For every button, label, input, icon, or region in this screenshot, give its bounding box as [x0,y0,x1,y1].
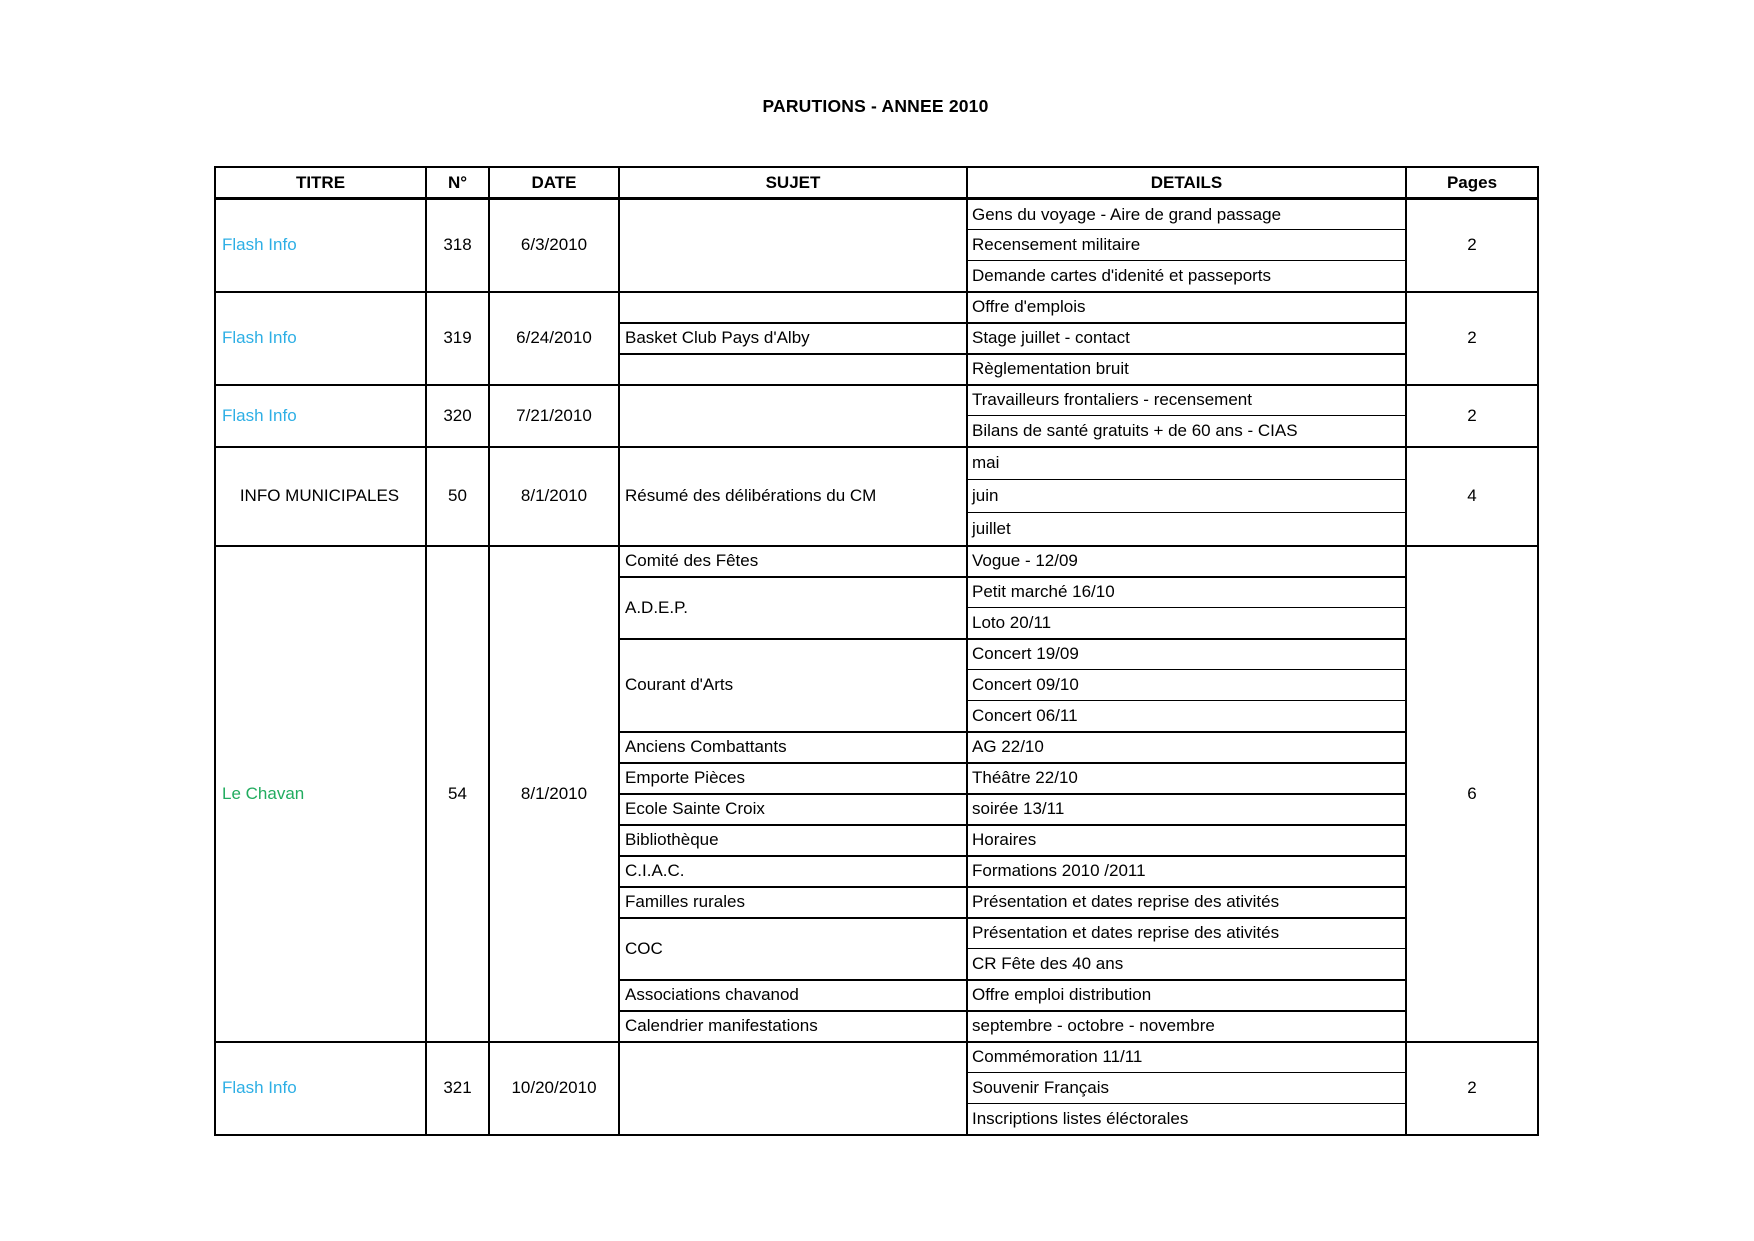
date-cell: 8/1/2010 [489,447,619,546]
sujet-cell: A.D.E.P. [619,577,967,639]
detail-cell: Recensement militaire [967,230,1406,261]
numero-cell: 319 [426,292,489,385]
detail-cell: Travailleurs frontaliers - recensement [967,385,1406,416]
detail-cell: mai [967,447,1406,480]
sujet-cell: Courant d'Arts [619,639,967,732]
detail-cell: Concert 19/09 [967,639,1406,670]
detail-cell: juillet [967,513,1406,546]
header-numero: N° [426,167,489,199]
sujet-cell [619,354,967,385]
detail-cell: Inscriptions listes éléctorales [967,1104,1406,1135]
pages-cell: 4 [1406,447,1538,546]
detail-cell: juin [967,480,1406,513]
titre-cell: Flash Info [215,385,426,447]
numero-cell: 50 [426,447,489,546]
detail-cell: Concert 06/11 [967,701,1406,732]
date-cell: 10/20/2010 [489,1042,619,1135]
detail-cell: Règlementation bruit [967,354,1406,385]
table-row [215,546,1538,577]
table-row [215,292,1538,323]
detail-cell: septembre - octobre - novembre [967,1011,1406,1042]
sujet-cell: Anciens Combattants [619,732,967,763]
pages-cell: 2 [1406,385,1538,447]
detail-cell: Loto 20/11 [967,608,1406,639]
sujet-cell [619,199,967,292]
detail-cell: Présentation et dates reprise des ativités [967,918,1406,949]
detail-cell: Bilans de santé gratuits + de 60 ans - CIAS [967,416,1406,447]
header-sujet: SUJET [619,167,967,199]
sujet-cell [619,1042,967,1135]
date-cell: 7/21/2010 [489,385,619,447]
sujet-cell: Résumé des délibérations du CM [619,447,967,546]
pages-cell: 2 [1406,199,1538,292]
detail-cell: CR Fête des 40 ans [967,949,1406,980]
header-titre: TITRE [215,167,426,199]
detail-cell: Offre d'emplois [967,292,1406,323]
date-cell: 6/24/2010 [489,292,619,385]
page-title: PARUTIONS - ANNEE 2010 [762,96,989,116]
detail-cell: Commémoration 11/11 [967,1042,1406,1073]
sujet-cell [619,385,967,447]
header-pages: Pages [1406,167,1538,199]
sujet-cell: Emporte Pièces [619,763,967,794]
detail-cell: Souvenir Français [967,1073,1406,1104]
sujet-cell: Basket Club Pays d'Alby [619,323,967,354]
table-row [215,199,1538,230]
pages-cell: 2 [1406,1042,1538,1135]
sujet-cell: C.I.A.C. [619,856,967,887]
numero-cell: 321 [426,1042,489,1135]
detail-cell: Horaires [967,825,1406,856]
numero-cell: 54 [426,546,489,1042]
detail-cell: Offre emploi distribution [967,980,1406,1011]
sujet-cell: Ecole Sainte Croix [619,794,967,825]
date-cell: 8/1/2010 [489,546,619,1042]
table-row [215,385,1538,416]
sujet-cell: Calendrier manifestations [619,1011,967,1042]
detail-cell: Théâtre 22/10 [967,763,1406,794]
titre-cell: INFO MUNICIPALES [215,447,426,546]
detail-cell: AG 22/10 [967,732,1406,763]
detail-cell: Petit marché 16/10 [967,577,1406,608]
titre-cell: Flash Info [215,199,426,292]
header-row [215,167,1538,199]
detail-cell: Concert 09/10 [967,670,1406,701]
pages-cell: 6 [1406,546,1538,1042]
detail-cell: Formations 2010 /2011 [967,856,1406,887]
detail-cell: soirée 13/11 [967,794,1406,825]
table-row [215,447,1538,480]
table-body [215,199,1538,1135]
pages-cell: 2 [1406,292,1538,385]
header-date: DATE [489,167,619,199]
detail-cell: Vogue - 12/09 [967,546,1406,577]
sujet-cell [619,292,967,323]
detail-cell: Présentation et dates reprise des ativités [967,887,1406,918]
parutions-table [214,166,1539,1136]
detail-cell: Stage juillet - contact [967,323,1406,354]
titre-cell: Flash Info [215,292,426,385]
numero-cell: 318 [426,199,489,292]
titre-cell: Le Chavan [215,546,426,1042]
sujet-cell: COC [619,918,967,980]
detail-cell: Demande cartes d'idenité et passeports [967,261,1406,292]
sujet-cell: Comité des Fêtes [619,546,967,577]
detail-cell: Gens du voyage - Aire de grand passage [967,199,1406,230]
sujet-cell: Associations chavanod [619,980,967,1011]
titre-cell: Flash Info [215,1042,426,1135]
date-cell: 6/3/2010 [489,199,619,292]
sujet-cell: Familles rurales [619,887,967,918]
numero-cell: 320 [426,385,489,447]
sujet-cell: Bibliothèque [619,825,967,856]
header-details: DETAILS [967,167,1406,199]
table-row [215,1042,1538,1073]
